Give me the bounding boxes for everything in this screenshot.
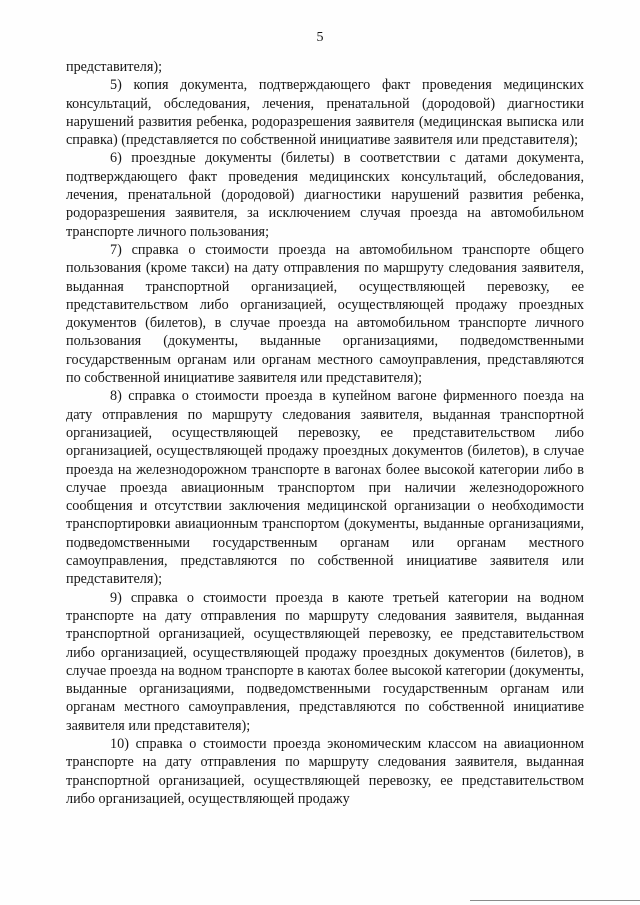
page-number: 5	[316, 30, 324, 45]
paragraph-item-7: 7) справка о стоимости проезда на автомобильном транспорте общего пользования (кроме такси) на дату отправления по маршруту следования заявителя, выданная транспортной организацией, осуществляющей перевозку, ее представительством либо организацией, осуществляющей продажу проездных документов (билетов), в случае проезда на автомобильном транспорте личного пользования (документы, выданные организациями, подведомственными государственным органам или органам местного самоуправления, представляются по собственной инициативе заявителя или представителя);	[66, 241, 584, 387]
paragraph-item-10: 10) справка о стоимости проезда экономическим классом на авиационном транспорте на дату отправления по маршруту следования заявителя, выданная транспортной организацией, осуществляющей перевозку, ее представительством либо организацией, осуществляющей продажу	[66, 735, 584, 807]
paragraph-item-5: 5) копия документа, подтверждающего факт проведения медицинских консультаций, обследования, лечения, пренатальной (дородовой) диагностики нарушений развития ребенка, родоразрешения заявителя (медицинская выписка или справка) (представляется по собственной инициативе заявителя или представителя);	[66, 77, 584, 149]
paragraph-continuation: представителя);	[66, 59, 163, 75]
scan-edge-line	[470, 900, 640, 901]
paragraph-item-8: 8) справка о стоимости проезда в купейном вагоне фирменного поезда на дату отправления по маршруту следования заявителя, выданная транспортной организацией, осуществляющей перевозку, ее представительством либо организацией, осуществляющей продажу проездных документов (билетов), в случае проезда на железнодорожном транспорте в вагонах более высокой категории либо в случае проезда авиационным транспортом при наличии железнодорожного сообщения и отсутствии заключения медицинской организации о необходимости транспортировки авиационным транспортом (документы, выданные организациями, подведомственными государственным органам или органам местного самоуправления, представляются по собственной инициативе заявителя или представителя);	[66, 388, 584, 588]
paragraph-item-6: 6) проездные документы (билеты) в соответствии с датами документа, подтверждающего факт проведения медицинских консультаций, обследования, лечения, пренатальной (дородовой) диагностики нарушений развития ребенка, родоразрешения заявителя, за исключением случая проезда на автомобильном транспорте личного пользования;	[66, 150, 584, 240]
paragraph-item-9: 9) справка о стоимости проезда в каюте третьей категории на водном транспорте на дату отправления по маршруту следования заявителя, выданная транспортной организацией, осуществляющей перевозку, ее представительством либо организацией, осуществляющей продажу проездных документов (билетов), в случае проезда на водном транспорте в каютах более высокой категории (документы, выданные организациями, подведомственными государственным органам или органам местного самоуправления, представляются по собственной инициативе заявителя или представителя);	[66, 589, 584, 734]
document-body	[66, 58, 584, 808]
